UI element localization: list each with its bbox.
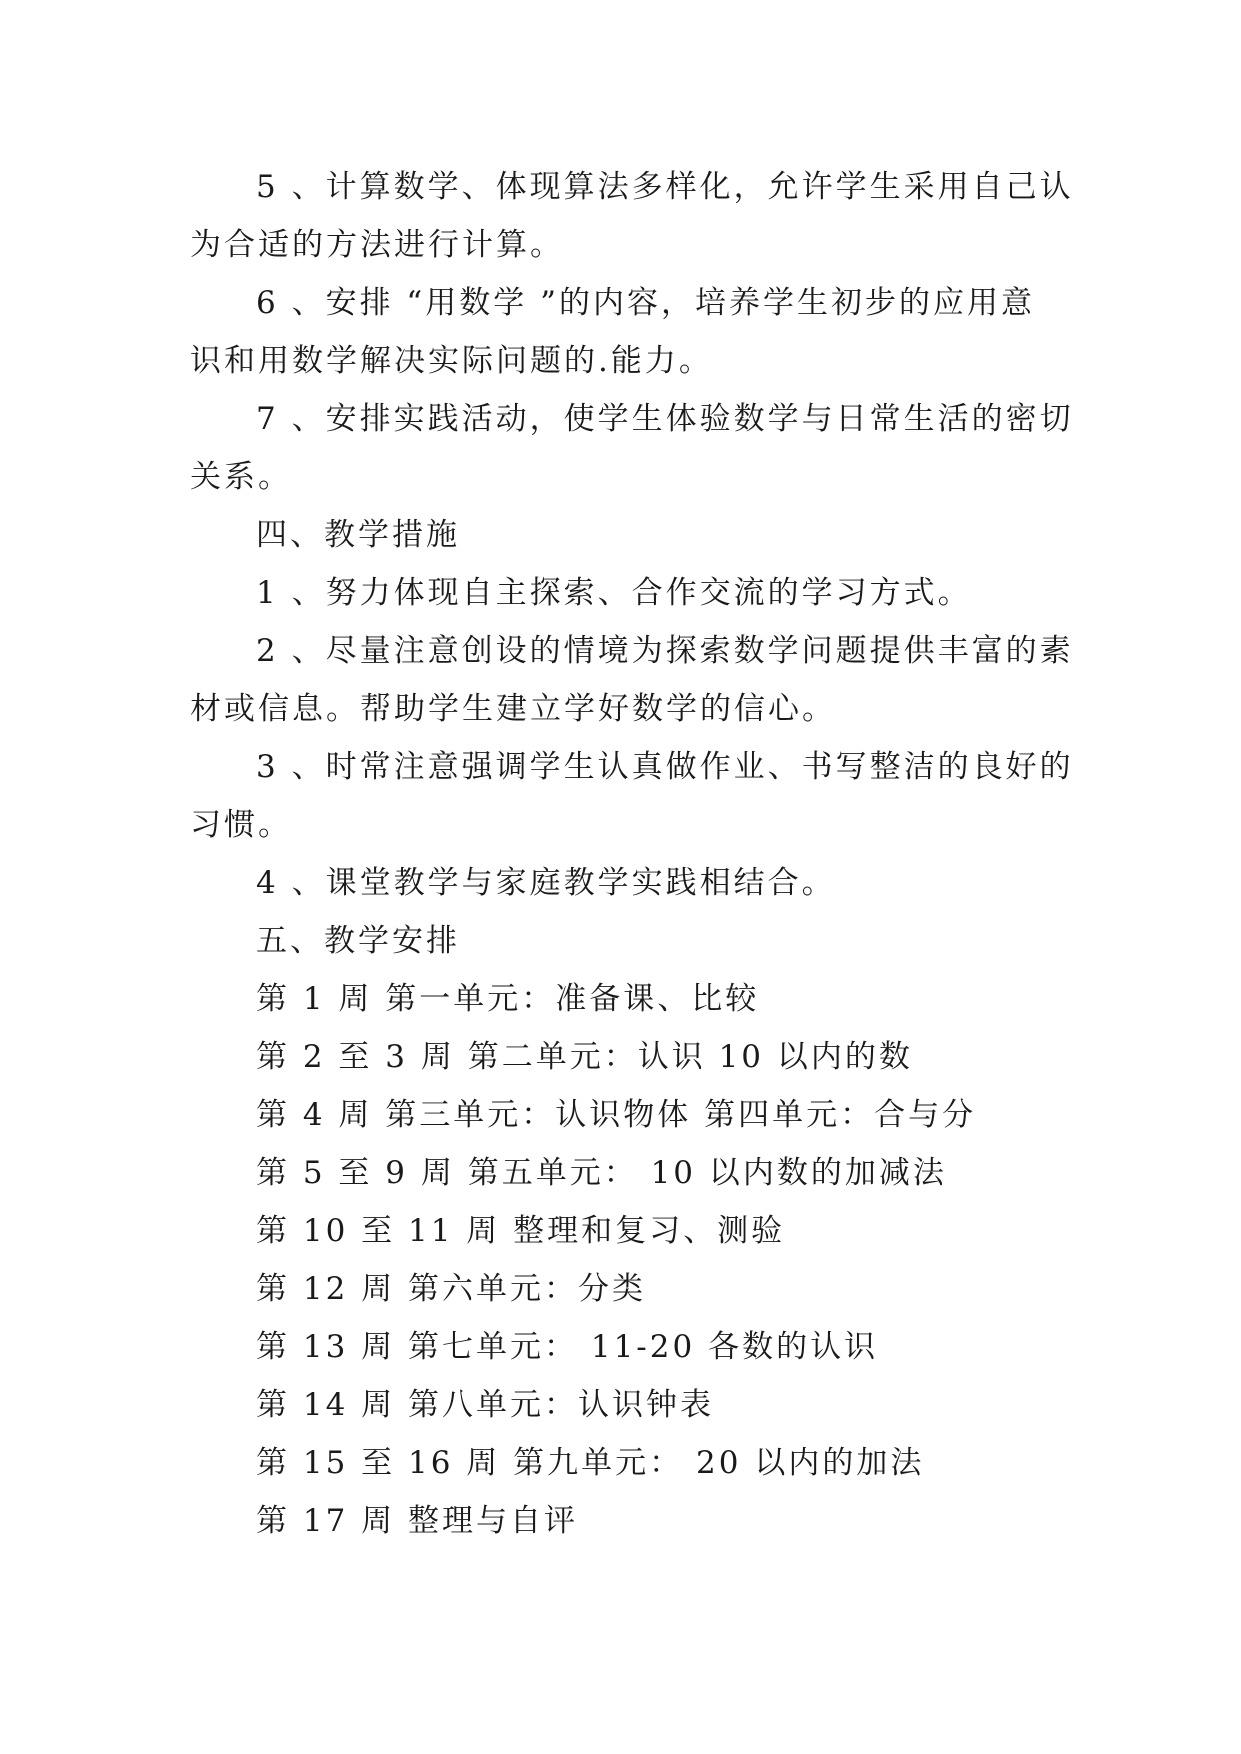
paragraph-6-line-2: 识和用数学解决实际问题的.能力。 [190,343,713,379]
schedule-item: 第 2 至 3 周 第二单元：认识 10 以内的数 [256,1039,913,1075]
schedule-item: 第 5 至 9 周 第五单元： 10 以内数的加减法 [256,1155,947,1191]
schedule-item: 第 4 周 第三单元：认识物体 第四单元：合与分 [256,1097,977,1133]
schedule-item: 第 15 至 16 周 第九单元： 20 以内的加法 [256,1445,925,1481]
paragraph-7-line-1: 7 、安排实践活动，使学生体验数学与日常生活的密切 [256,401,1074,437]
section-heading-teaching-measures: 四、教学措施 [256,517,460,553]
paragraph-6-line-1: 6 、安排 “用数学 ”的内容，培养学生初步的应用意 [256,285,1035,321]
measure-2-line-2: 材或信息。帮助学生建立学好数学的信心。 [190,691,836,727]
measure-4-line-1: 4 、课堂教学与家庭教学实践相结合。 [256,865,836,901]
measure-3-line-2: 习惯。 [190,807,292,843]
schedule-item: 第 10 至 11 周 整理和复习、测验 [256,1213,786,1249]
section-heading-teaching-schedule: 五、教学安排 [256,923,460,959]
measure-2-line-1: 2 、尽量注意创设的情境为探索数学问题提供丰富的素 [256,633,1074,669]
schedule-item: 第 12 周 第六单元：分类 [256,1271,647,1307]
schedule-item: 第 1 周 第一单元：准备课、比较 [256,981,760,1017]
schedule-item: 第 13 周 第七单元： 11-20 各数的认识 [256,1329,879,1365]
schedule-item: 第 14 周 第八单元：认识钟表 [256,1387,715,1423]
paragraph-5-line-1: 5 、计算数学、体现算法多样化，允许学生采用自己认 [256,169,1074,205]
paragraph-7-line-2: 关系。 [190,459,292,495]
measure-1-line-1: 1 、努力体现自主探索、合作交流的学习方式。 [256,575,972,611]
measure-3-line-1: 3 、时常注意强调学生认真做作业、书写整洁的良好的 [256,749,1074,785]
schedule-item: 第 17 周 整理与自评 [256,1503,579,1539]
paragraph-5-line-2: 为合适的方法进行计算。 [190,227,564,263]
